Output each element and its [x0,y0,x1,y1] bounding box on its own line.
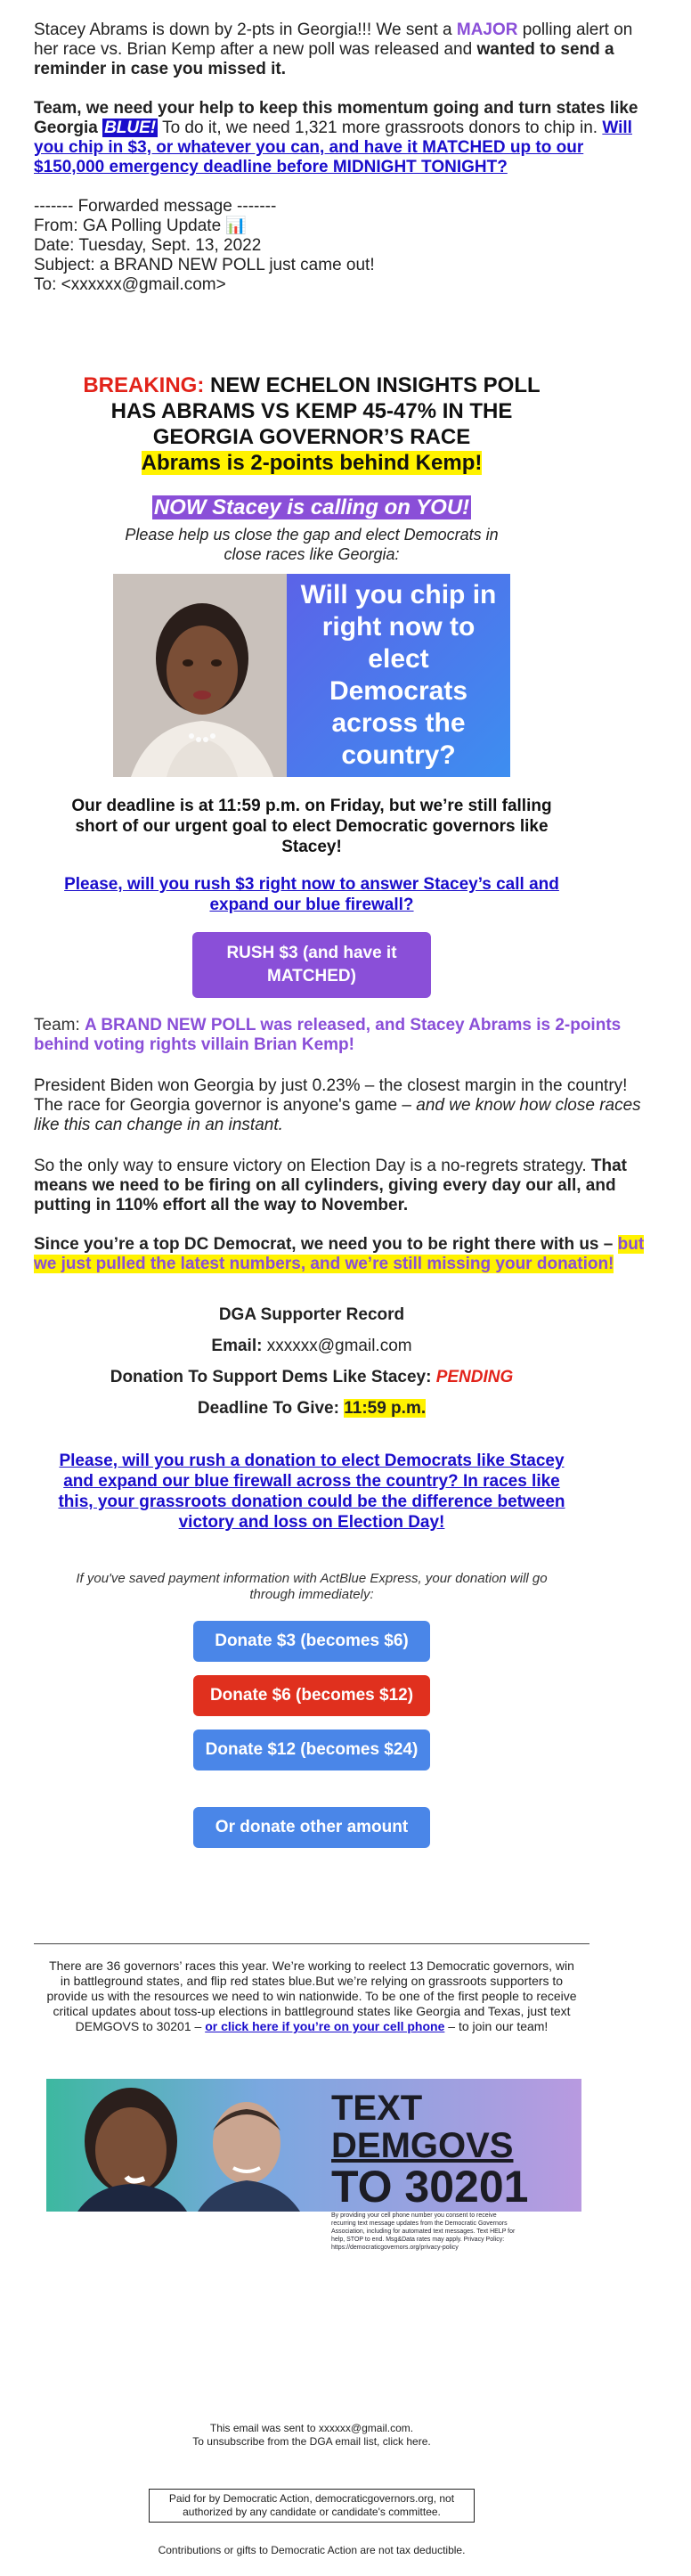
record-email-value: xxxxxx@gmail.com [266,1337,412,1355]
hero-message: Will you chip in right now to elect Democrats across the country? [287,574,510,777]
record-donation-label: Donation To Support Dems Like Stacey: [110,1368,436,1386]
major-highlight: MAJOR [456,20,518,39]
intro-paragraph-2 [0,99,691,177]
donate-button-3-wrap [0,1730,623,1770]
intro-paragraph-1 [0,20,691,79]
only-way-text: So the only way to ensure victory on Election Day is a no-regrets strategy. [34,1157,591,1175]
forwarded-subject: Subject: a BRAND NEW POLL just came out! [34,256,375,274]
record-deadline-value: 11:59 p.m. [344,1399,427,1418]
contributions-note: Contributions or gifts to Democratic Action are not tax deductible. [158,2544,466,2556]
chip-in-link[interactable]: Will you chip in $3, or whatever you can, and have it MATCHED up to our $150,000 emergency deadline before MIDNIGHT TONIGHT? [34,119,632,176]
footer-paragraph [0,1959,623,2034]
donate-button-1-wrap [0,1621,623,1662]
record-title: DGA Supporter Record [218,1305,405,1324]
portrait-illustration [113,574,287,777]
team-paragraph [0,1016,691,1055]
footer-divider [34,1943,589,1944]
donate-3-button[interactable]: Donate $3 (becomes $6) [193,1621,430,1662]
team-purple-text: A BRAND NEW POLL was released, and Stacey Abrams is 2-points behind voting rights villain Brian Kemp! [34,1016,622,1054]
record-donation-status: PENDING [435,1368,514,1386]
rush-donation-link[interactable]: Please, will you rush a donation to elect Democrats like Stacey and expand our blue firewall across the country? In races like this, your grassroots donation could be the difference between victory and loss on Election Day! [58,1452,565,1532]
rush-matched-button[interactable]: RUSH $3 (and have it MATCHED) [192,932,431,998]
donate-button-4-wrap [0,1807,623,1848]
hero-image[interactable] [113,574,510,777]
record-email-label: Email: [211,1337,267,1355]
team-lead: Team: [34,1016,85,1034]
forwarded-message [0,197,691,295]
big-link-wrap [0,1451,623,1533]
forwarded-to: To: <xxxxxx@gmail.com> [34,275,226,294]
sms-text-block [331,2089,572,2252]
biden-text: President Biden won Georgia by just 0.23% – the closest margin in the country! The race for Georgia governor is anyone's game – [34,1076,628,1115]
headline-text: NEW ECHELON INSIGHTS POLL HAS ABRAMS VS KEMP 45-47% IN THE GEORGIA GOVERNOR’S RACE [110,373,541,449]
intro-text-a: Stacey Abrams is down by 2-pts in Georgia!!! We sent a [34,20,457,39]
intro-text-b: polling alert on her race vs. Brian Kemp after a new poll was released and [34,20,633,59]
sms-text-label: TEXT [331,2089,423,2128]
biden-paragraph [0,1076,691,1135]
sms-shortcode: TO 30201 [331,2162,529,2212]
footer-text: There are 36 governors’ races this year. We’re working to reelect 13 Democratic governors, win in battleground states, and flip red states blue.But we’re relying on grassroots supporters to provide us with the resources we need to win nationwide. To be one of the first people to receive critical updates about toss-up elections in battleground states like Georgia and Texas, just text DEMGOVS to 30201 – [46,1959,577,2033]
since-paragraph [0,1235,691,1274]
candidates-photo [46,2079,340,2212]
team-text: Team, we need your help to keep this momentum going and turn states like Georgia [34,99,638,137]
rush-link-wrap [0,874,623,915]
donate-6-button[interactable]: Donate $6 (becomes $12) [193,1675,430,1716]
cell-phone-link[interactable]: or click here if you’re on your cell phone [205,2019,445,2033]
blue-highlight: BLUE! [104,119,157,137]
donors-text: To do it, we need 1,321 more grassroots donors to chip in. [158,119,603,137]
stacey-photo [113,574,287,777]
sms-keyword: DEMGOVS [331,2126,514,2165]
sent-to-block [0,2422,623,2449]
biden-italic-text: and we know how close races like this can change in an instant. [34,1096,641,1134]
sms-fine-print: By providing your cell phone number you consent to receive recurring text message updates from the Democratic Governors Association, including for automated text messages. Text HELP for help, STOP to end. Msg&Data rates may apply. Privacy Policy: https://democraticgovernors.org/privacy-policy [331,2212,516,2251]
breaking-headline [0,372,623,476]
supporter-record [0,1305,623,1419]
rush-three-link[interactable]: Please, will you rush $3 right now to answer Stacey’s call and expand our blue firewall? [64,875,559,914]
headline-subtitle: Abrams is 2-points behind Kemp! [141,451,483,475]
forwarded-from: From: GA Polling Update 📊 [34,217,248,235]
intro-text-c: wanted to send a reminder in case you missed it. [34,40,614,78]
donate-other-button[interactable]: Or donate other amount [193,1807,430,1848]
record-deadline-label: Deadline To Give: [197,1399,345,1418]
calling-title: NOW Stacey is calling on YOU! [153,495,470,519]
sms-signup-banner[interactable] [46,2079,581,2251]
donate-button-2-wrap [0,1675,623,1716]
donate-12-button[interactable]: Donate $12 (becomes $24) [193,1730,430,1770]
only-way-paragraph [0,1157,691,1215]
unsubscribe-line[interactable]: To unsubscribe from the DGA email list, click here. [192,2435,431,2448]
forwarded-date: Date: Tuesday, Sept. 13, 2022 [34,236,262,255]
since-highlight: but we just pulled the latest numbers, and we’re still missing your donation! [34,1235,645,1273]
footer-text-end: – to join our team! [444,2019,549,2033]
breaking-label: BREAKING: [83,373,205,397]
deadline-paragraph: Our deadline is at 11:59 p.m. on Friday, but we’re still falling short of our urgent goal to elect Democratic governors like Stacey! [71,797,552,856]
calling-title-wrap [0,495,623,520]
rush-button-wrap [0,932,623,998]
paid-for-text: Paid for by Democratic Action, democraticgovernors.org, not authorized by any candidate or candidate's committee. [168,2492,455,2518]
forwarded-divider: ------- Forwarded message ------- [34,197,277,216]
since-text: Since you’re a top DC Democrat, we need you to be right there with us – [34,1235,618,1254]
only-way-bold-text: That means we need to be firing on all cylinders, giving every day our all, and putting in 110% effort all the way to November. [34,1157,627,1214]
actblue-note: If you've saved payment information with ActBlue Express, your donation will go through immediately: [76,1571,548,1602]
calling-subtitle: Please help us close the gap and elect Democrats in close races like Georgia: [125,526,499,563]
sent-to-text: This email was sent to xxxxxx@gmail.com. [209,2422,414,2434]
paid-for-box [149,2489,475,2523]
